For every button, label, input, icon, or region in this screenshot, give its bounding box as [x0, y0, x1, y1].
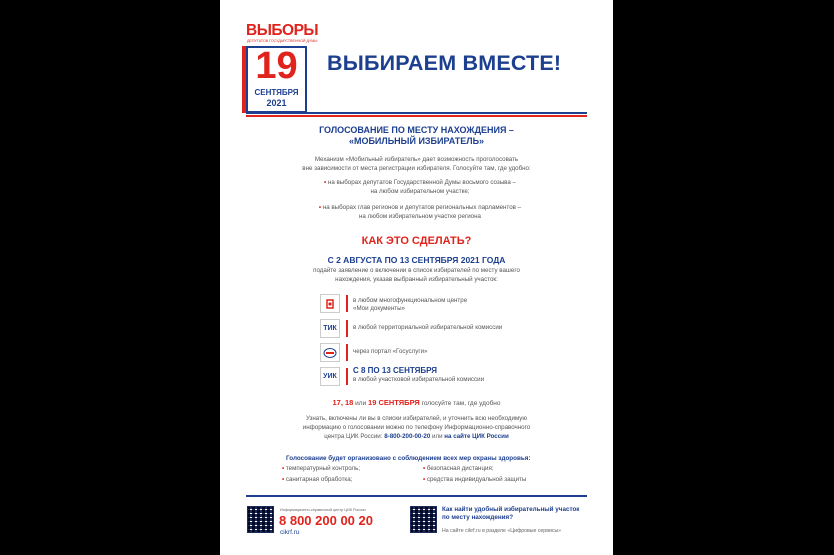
qr-frame	[410, 506, 437, 533]
intro-line1: Механизм «Мобильный избиратель» дает возможность проголосовать	[314, 156, 519, 163]
section-title-line1: ГОЛОСОВАНИЕ ПО МЕСТУ НАХОЖДЕНИЯ –	[319, 125, 514, 135]
footer-question: Как найти удобный избирательный участок по месту нахождения?	[442, 506, 580, 521]
safety-title: Голосование будет организовано с соблюдением всех мер охраны здоровья:	[286, 455, 531, 462]
gosuslugi-icon	[320, 343, 340, 362]
option-marker	[346, 320, 348, 337]
logo-title: ВЫБОРЫ	[246, 22, 319, 39]
tik-icon: ТИК	[320, 319, 340, 338]
option-mfc-text: в любом многофункциональном центре «Мои документы»	[353, 297, 468, 312]
period-heading: С 2 АВГУСТА ПО 13 СЕНТЯБРЯ 2021 ГОДА	[327, 255, 506, 265]
footer-site[interactable]: cikrf.ru	[280, 529, 300, 536]
divider-red	[246, 115, 587, 117]
how-desc-line2: нахождения, указав выбранный избирательный участок:	[335, 276, 498, 283]
uik-icon: УИК	[320, 367, 340, 386]
info-line1: Узнать, включены ли вы в списки избирателей, и уточнить всю необходимую	[305, 415, 528, 422]
logo-year: 2021	[266, 98, 287, 108]
logo-month: СЕНТЯБРЯ	[254, 88, 299, 97]
how-title: КАК ЭТО СДЕЛАТЬ?	[361, 235, 472, 247]
option-marker	[346, 344, 348, 361]
bullet-dot: •	[318, 204, 322, 211]
logo-day: 19	[255, 45, 298, 87]
footer-answer: На сайте cikrf.ru в разделе «Цифровые сервисы»	[442, 528, 562, 534]
safety-item: • температурный контроль;	[282, 465, 361, 472]
safety-item: • санитарная обработка;	[282, 476, 353, 483]
info-line2: информацию о голосовании можно по телефону Информационно-справочного	[302, 424, 531, 431]
qr-frame	[247, 506, 274, 533]
headline: ВЫБИРАЕМ ВМЕСТЕ!	[327, 51, 562, 75]
vote-days: 17, 18 или 19 СЕНТЯБРЯ голосуйте там, где удобно	[332, 398, 501, 407]
divider-blue	[246, 112, 587, 114]
bullet-duma: • на выборах депутатов Государственной Думы восьмого созыва – на любом избирательном участке;	[324, 179, 516, 195]
hotline-label: Информационно-справочный центр ЦИК России	[280, 508, 366, 512]
poster	[220, 0, 613, 555]
option-tik-text: в любой территориальной избирательной комиссии	[353, 324, 503, 331]
option-uik-text: С 8 ПО 13 СЕНТЯБРЯ в любой участковой избирательной комиссии	[353, 366, 485, 383]
logo-subtitle: ДЕПУТАТОВ ГОСУДАРСТВЕННОЙ ДУМЫ	[247, 39, 318, 43]
section-title-line2: «МОБИЛЬНЫЙ ИЗБИРАТЕЛЬ»	[348, 136, 485, 146]
safety-item: • средства индивидуальной защиты	[423, 476, 527, 483]
bullet-dot: •	[324, 179, 327, 186]
intro-line2: вне зависимости от места регистрации избирателя. Голосуйте там, где удобно:	[302, 165, 531, 172]
info-line3: центра ЦИК России: 8-800-200-00-20 или на сайте ЦИК России	[324, 433, 509, 440]
option-marker	[346, 368, 348, 385]
hotline-phone[interactable]: 8 800 200 00 20	[279, 513, 373, 528]
footer-divider	[246, 495, 587, 497]
mfc-icon	[320, 294, 340, 313]
bullet-regions: • на выборах глав регионов и депутатов региональных парламентов – на любом избирательном участке региона	[318, 204, 522, 220]
safety-item: • безопасная дистанция;	[423, 465, 494, 472]
option-marker	[346, 295, 348, 312]
how-desc-line1: подайте заявление о включении в список избирателей по месту вашего	[313, 267, 520, 274]
option-gosuslugi-text: через портал «Госуслуги»	[353, 348, 428, 355]
